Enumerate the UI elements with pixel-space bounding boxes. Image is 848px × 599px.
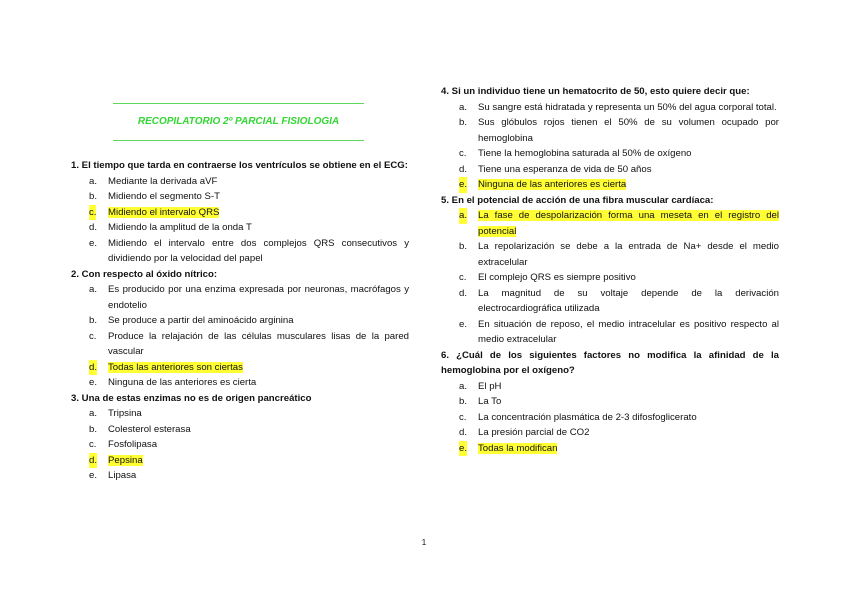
- option-text: La presión parcial de CO2: [478, 427, 590, 438]
- question-block: [441, 84, 779, 193]
- option-item: [441, 270, 779, 286]
- options-list: [71, 282, 409, 391]
- options-list: [441, 208, 779, 348]
- option-item: [441, 317, 779, 348]
- options-list: [441, 379, 779, 457]
- option-letter: d.: [89, 453, 97, 469]
- option-text-highlighted: Pepsina: [108, 454, 143, 466]
- option-letter: e.: [459, 441, 467, 457]
- option-item: [441, 394, 779, 410]
- option-item: [71, 406, 409, 422]
- option-text: Midiendo la amplitud de la onda T: [108, 222, 252, 233]
- option-item-highlighted: [441, 208, 779, 239]
- option-text: La concentración plasmática de 2-3 difosfoglicerato: [478, 411, 697, 423]
- question-block: [441, 193, 779, 348]
- option-text-highlighted: La fase de despolarización forma una meseta en el registro del potencial: [478, 210, 779, 237]
- option-text: Midiendo el intervalo entre dos complejos QRS consecutivos y dividiendo por la velocidad del papel: [108, 237, 409, 264]
- question-text: 2. Con respecto al óxido nítrico:: [71, 268, 218, 280]
- option-letter: e.: [89, 237, 98, 249]
- option-letter: a.: [89, 408, 98, 419]
- option-text: Produce la relajación de las células musculares lisas de la pared vascular: [108, 330, 409, 357]
- option-item-highlighted: [71, 453, 409, 469]
- option-text: Su sangre está hidratada y representa un 50% del agua corporal total.: [478, 101, 777, 113]
- option-item: [71, 437, 409, 453]
- option-item-highlighted: [71, 205, 409, 221]
- option-letter: a.: [89, 284, 98, 295]
- option-item: [441, 379, 779, 395]
- option-item: [441, 146, 779, 162]
- option-item: [71, 189, 409, 205]
- option-letter: a.: [459, 380, 468, 392]
- option-letter: b.: [459, 241, 468, 252]
- option-item: [71, 174, 409, 190]
- option-text-highlighted: Ninguna de las anteriores es cierta: [478, 179, 627, 190]
- option-text: En situación de reposo, el medio intracelular es positivo respecto al medio extracelular: [478, 318, 779, 345]
- option-text: Ninguna de las anteriores es cierta: [108, 377, 257, 388]
- options-list: [71, 174, 409, 267]
- option-letter: c.: [459, 148, 467, 159]
- option-letter: e.: [89, 377, 98, 388]
- option-text: La repolarización se debe a la entrada de Na+ desde el medio extracelular: [478, 241, 779, 268]
- option-item: [441, 410, 779, 426]
- right-column: [441, 84, 779, 456]
- option-letter: d.: [459, 163, 468, 175]
- option-text: Mediante la derivada aVF: [108, 175, 218, 187]
- option-text: Tripsina: [108, 408, 142, 419]
- option-letter: c.: [459, 411, 467, 423]
- option-text: Se produce a partir del aminoácido arginina: [108, 315, 294, 326]
- option-letter: b.: [89, 191, 98, 202]
- option-item: [441, 162, 779, 178]
- question-block: [71, 267, 409, 391]
- question-block: [71, 391, 409, 484]
- page-number: 1: [421, 538, 427, 547]
- option-letter: a.: [89, 175, 98, 187]
- option-letter: d.: [459, 287, 468, 299]
- option-item: [441, 115, 779, 146]
- option-letter: d.: [89, 222, 98, 233]
- option-letter: b.: [459, 396, 468, 407]
- option-text: Sus glóbulos rojos tienen el 50% de su volumen ocupado por hemoglobina: [478, 117, 779, 144]
- option-item-highlighted: [71, 360, 409, 376]
- option-letter: e.: [459, 318, 468, 330]
- option-item: [71, 220, 409, 236]
- option-text: Fosfolipasa: [108, 439, 158, 450]
- option-letter: b.: [89, 315, 98, 326]
- option-text: El pH: [478, 380, 502, 392]
- option-text: Tiene la hemoglobina saturada al 50% de oxígeno: [478, 148, 692, 159]
- title-block: [113, 103, 364, 141]
- question-text: 1. El tiempo que tarda en contraerse los ventrículos se obtiene en el ECG:: [71, 160, 408, 171]
- option-item: [71, 236, 409, 267]
- option-text: Midiendo el segmento S-T: [108, 191, 220, 202]
- document-title: RECOPILATORIO 2º PARCIAL FISIOLOGIA: [137, 116, 340, 127]
- question-text: 3. Una de estas enzimas no es de origen pancreático: [71, 392, 312, 404]
- option-item: [71, 375, 409, 391]
- question-text: 5. En el potencial de acción de una fibra muscular cardíaca:: [441, 194, 714, 206]
- option-item: [441, 239, 779, 270]
- option-letter: e.: [89, 470, 98, 481]
- option-item-highlighted: [441, 177, 779, 193]
- option-item: [441, 425, 779, 441]
- option-text: La magnitud de su voltaje depende de la derivación electrocardiográfica utilizada: [478, 287, 779, 314]
- question-text: 6. ¿Cuál de los siguientes factores no modifica la afinidad de la hemoglobina por el oxígeno?: [441, 349, 779, 376]
- option-letter: e.: [459, 177, 467, 193]
- option-item: [71, 422, 409, 438]
- option-item: [71, 282, 409, 313]
- option-text: Es producido por una enzima expresada por neuronas, macrófagos y endotelio: [108, 284, 409, 311]
- option-letter: b.: [459, 117, 468, 128]
- question-block: [441, 348, 779, 457]
- option-letter: d.: [89, 360, 97, 376]
- option-letter: c.: [459, 272, 467, 283]
- option-letter: c.: [89, 439, 97, 450]
- option-text: La To: [478, 396, 502, 407]
- options-list: [71, 406, 409, 484]
- option-text: El complejo QRS es siempre positivo: [478, 272, 636, 283]
- option-letter: b.: [89, 423, 98, 435]
- left-column: [71, 158, 409, 484]
- option-letter: c.: [89, 330, 97, 342]
- option-item: [71, 313, 409, 329]
- option-text-highlighted: Todas la modifican: [478, 442, 558, 454]
- question-block: [71, 158, 409, 267]
- option-text: Lipasa: [108, 470, 137, 481]
- question-text: 4. Si un individuo tiene un hematocrito de 50, esto quiere decir que:: [441, 86, 750, 97]
- options-list: [441, 100, 779, 193]
- option-text: Colesterol esterasa: [108, 423, 191, 435]
- option-text-highlighted: Midiendo el intervalo QRS: [108, 206, 220, 218]
- option-letter: d.: [459, 427, 468, 438]
- option-text-highlighted: Todas las anteriores son ciertas: [108, 361, 243, 373]
- option-letter: a.: [459, 208, 467, 224]
- option-item: [441, 286, 779, 317]
- title-bottom-rule: [113, 140, 364, 141]
- option-letter: c.: [89, 205, 96, 221]
- option-item: [71, 329, 409, 360]
- option-item: [441, 100, 779, 116]
- option-letter: a.: [459, 101, 468, 113]
- option-text: Tiene una esperanza de vida de 50 años: [478, 163, 652, 175]
- option-item-highlighted: [441, 441, 779, 457]
- option-item: [71, 468, 409, 484]
